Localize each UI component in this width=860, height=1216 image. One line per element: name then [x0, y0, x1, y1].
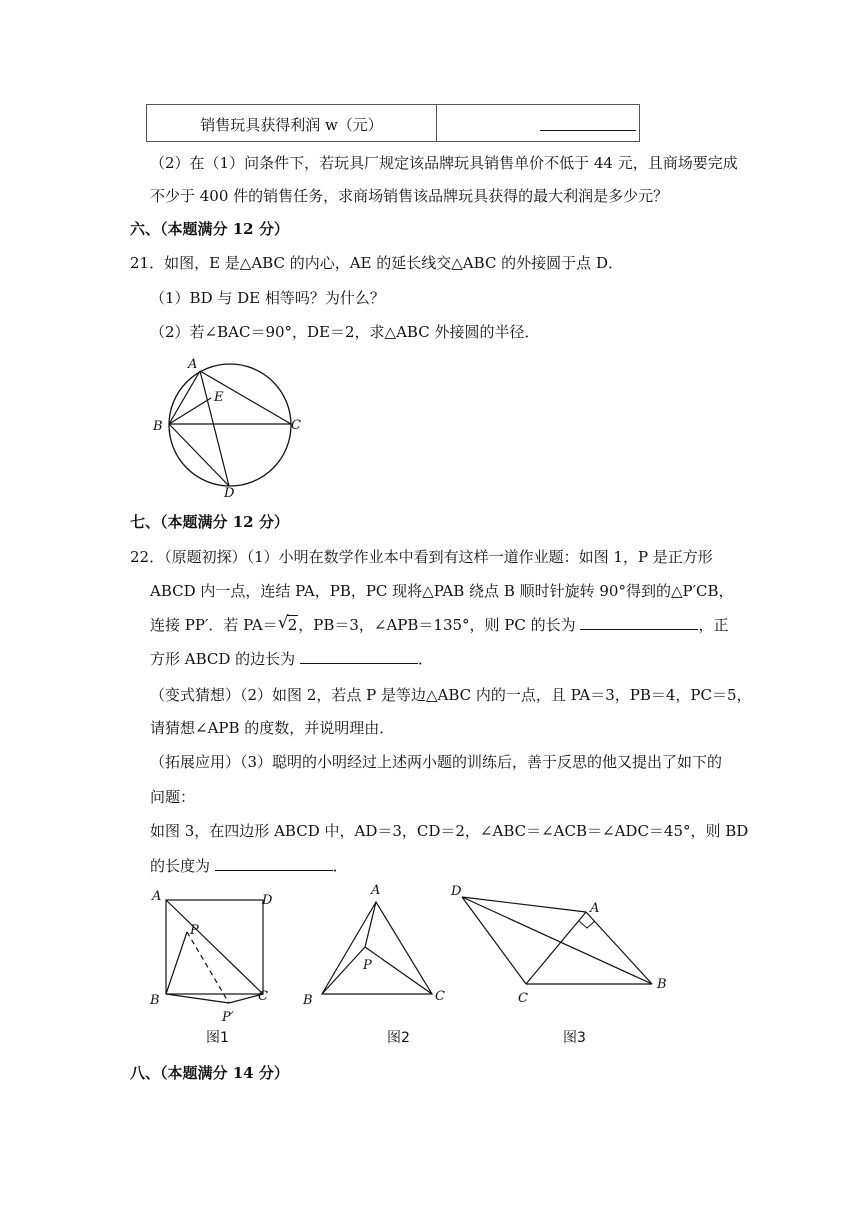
circumcircle [169, 364, 291, 486]
fig3-caption: 图3 [563, 1030, 586, 1046]
label-a: A [188, 357, 198, 372]
section-8-heading: 八、（本题满分 14 分） [130, 1064, 289, 1082]
segment-pc [365, 947, 432, 994]
side-answer-blank [300, 663, 418, 664]
profit-table-row [146, 104, 640, 142]
fig3-label-a: A [590, 901, 600, 916]
fig1-label-p-prime: P′ [222, 1010, 234, 1025]
figure-1-square [140, 880, 280, 1050]
q21-stem: 21．如图，E 是△ABC 的内心，AE 的延长线交△ABC 的外接圆于点 D． [130, 254, 623, 272]
q22-line4: 方形 ABCD 的边长为 ． [150, 650, 433, 668]
fig1-label-p: P [190, 923, 199, 938]
sqrt-two: √ 2 [277, 613, 298, 634]
segment-pp-prime [187, 932, 229, 1003]
figure-3-quadrilateral [445, 880, 680, 1050]
section-6-heading: 六、（本题满分 12 分） [130, 220, 289, 238]
q22-line5: （变式猜想）（2）如图 2，若点 P 是等边△ABC 内的一点，且 PA＝3，PB＝4，PC＝5， [150, 686, 752, 704]
q22-line2: ABCD 内一点，连结 PA，PB，PC 现将△PAB 绕点 B 顺时针旋转 90°得到的△P′CB， [150, 582, 734, 600]
label-e: E [214, 390, 224, 405]
fig2-caption: 图2 [387, 1030, 410, 1046]
segment-db [462, 897, 652, 984]
q20-part2-line2: 不少于 400 件的销售任务，求商场销售该品牌玩具获得的最大利润是多少元？ [150, 187, 669, 205]
fig3-label-c: C [518, 991, 528, 1006]
segment-ca [526, 912, 586, 984]
fig1-caption: 图1 [206, 1030, 229, 1046]
q21-circle-figure [150, 355, 310, 500]
q21-part1: （1）BD 与 DE 相等吗？为什么？ [150, 289, 385, 307]
pc-answer-blank [580, 629, 698, 630]
fig1-label-d: D [262, 893, 273, 908]
segment-be [169, 398, 211, 424]
q21-part2: （2）若∠BAC＝90°，DE＝2，求△ABC 外接圆的半径． [150, 323, 540, 341]
table-divider [436, 105, 437, 141]
q22-line10: 的长度为 ． [150, 857, 348, 875]
label-d: D [224, 486, 235, 500]
answer-blank [540, 130, 636, 131]
triangle-abc [322, 902, 432, 994]
right-angle-mark [579, 921, 595, 928]
fig1-label-b: B [150, 993, 160, 1008]
q22-line9: 如图 3，在四边形 ABCD 中，AD＝3，CD＝2，∠ABC＝∠ACB＝∠ADC＝45°，则 BD [150, 822, 749, 840]
segment-pb [166, 932, 187, 994]
q20-part2-line1: （2）在（1）问条件下，若玩具厂规定该品牌玩具销售单价不低于 44 元，且商场要完成 [150, 154, 738, 172]
fig1-label-a: A [152, 889, 162, 904]
segment-ad [200, 371, 229, 486]
q22-line7: （拓展应用）（3）聪明的小明经过上述两小题的训练后，善于反思的他又提出了如下的 [150, 753, 723, 771]
segment-bd [169, 424, 229, 486]
fig3-label-d: D [451, 884, 462, 899]
segment-da [462, 897, 586, 912]
fig2-label-c: C [435, 989, 445, 1004]
table-row-label: 销售玩具获得利润 w（元） [200, 116, 383, 134]
figure-2-triangle [295, 880, 455, 1050]
segment-ab [169, 371, 200, 424]
fig3-label-b: B [657, 977, 667, 992]
q22-line1: 22．（原题初探）（1）小明在数学作业本中看到有这样一道作业题：如图 1，P 是正方形 [130, 548, 713, 566]
bd-answer-blank [215, 870, 333, 871]
section-7-heading: 七、（本题满分 12 分） [130, 513, 289, 531]
label-c: C [291, 418, 301, 433]
segment-dc [462, 897, 526, 984]
q22-line8: 问题： [150, 788, 196, 806]
fig2-label-p: P [363, 958, 372, 973]
fig2-label-a: A [371, 883, 381, 898]
segment-bp-prime [166, 994, 229, 1003]
label-b: B [153, 419, 163, 434]
segment-pb [322, 947, 365, 994]
fig1-label-c: C [258, 989, 268, 1004]
segment-ab [586, 912, 652, 984]
segment-pa [365, 902, 376, 947]
q22-line3: 连接 PP′．若 PA＝ √ 2，PB＝3，∠APB＝135°，则 PC 的长为 ，正 [150, 613, 729, 634]
fig2-label-b: B [303, 993, 313, 1008]
segment-ac [166, 900, 263, 994]
q22-line6: 请猜想∠APB 的度数，并说明理由． [150, 719, 395, 737]
